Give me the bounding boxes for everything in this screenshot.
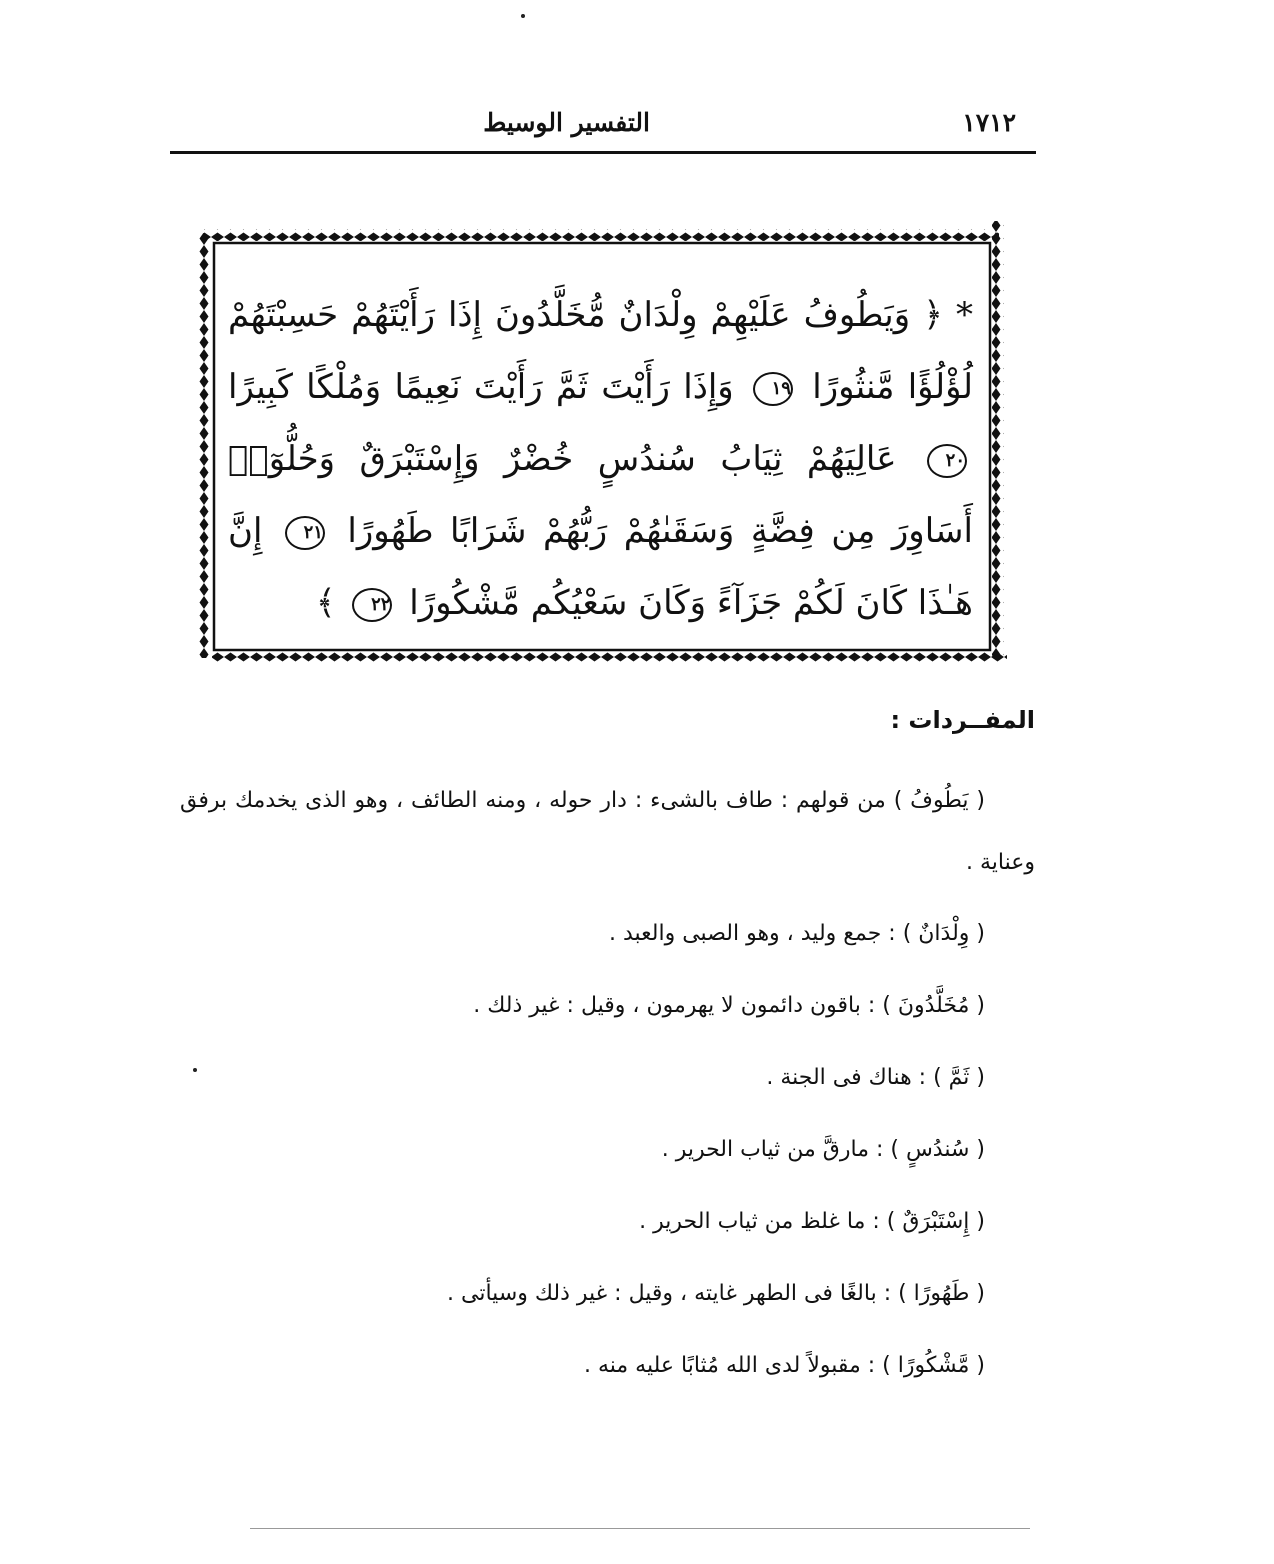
- verse-segment: عَالِيَهُمْ ثِيَابُ سُندُسٍ خُضْرٌ وَإِسْتَبْرَقٌ وَحُلُّوٓا۟ أَسَاوِرَ مِن فِضَّةٍ وَسَقَىٰهُمْ رَبُّهُمْ شَرَابًا طَهُورًا: [228, 439, 973, 551]
- verse-frame: [198, 219, 1009, 668]
- verse-number-marker: ٢١: [285, 516, 325, 550]
- header-rule: [170, 151, 1036, 154]
- verse-segment: وَإِذَا رَأَيْتَ ثَمَّ رَأَيْتَ نَعِيمًا وَمُلْكًا كَبِيرًا: [228, 367, 734, 407]
- page-number: ١٧١٢: [962, 108, 1016, 137]
- verse-segment: ﴾: [315, 583, 336, 623]
- vocabulary-entry: ( إِسْتَبْرَقٌ ) : ما غلظ من ثياب الحرير .: [639, 1209, 985, 1234]
- section-heading: المفــردات :: [890, 706, 1035, 734]
- vocabulary-entry: ( وِلْدَانٌ ) : جمع وليد ، وهو الصبى والعبد .: [609, 921, 985, 946]
- quran-verse-text: [228, 279, 973, 639]
- page-header: [170, 108, 1036, 150]
- vocabulary-entry: ( طَهُورًا ) : بالغًا فى الطهر غايته ، وقيل : غير ذلك وسيأتى .: [447, 1281, 985, 1306]
- verse-number-marker: ٢٢: [352, 588, 392, 622]
- verse-number-marker: ١٩: [753, 372, 793, 406]
- book-title: التفسير الوسيط: [483, 108, 650, 137]
- verse-segment: إِنَّ هَـٰذَا كَانَ لَكُمْ جَزَآءً وَكَانَ سَعْيُكُم مَّشْكُورًا: [228, 511, 973, 623]
- footer-rule: [250, 1528, 1030, 1529]
- vocabulary-entry: ( ثَمَّ ) : هناك فى الجنة .: [766, 1065, 985, 1090]
- vocabulary-section: [180, 706, 1035, 1408]
- verse-number-marker: ٢٠: [927, 444, 967, 478]
- vocabulary-entry: ( مُخَلَّدُونَ ) : باقون دائمون لا يهرمون ، وقيل : غير ذلك .: [473, 993, 985, 1018]
- vocabulary-entry: ( يَطُوفُ ) من قولهم : طاف بالشىء : دار حوله ، ومنه الطائف ، وهو الذى يخدمك برفق وعناية .: [180, 788, 1035, 875]
- vocabulary-entry: ( سُندُسٍ ) : مارقَّ من ثياب الحرير .: [661, 1137, 985, 1162]
- scan-speck: [521, 14, 525, 18]
- verse-segment: * ﴿ وَيَطُوفُ عَلَيْهِمْ وِلْدَانٌ مُّخَلَّدُونَ إِذَا رَأَيْتَهُمْ حَسِبْتَهُمْ لُؤْلُؤًا مَّنثُورًا: [228, 295, 973, 407]
- vocabulary-entry: ( مَّشْكُورًا ) : مقبولاً لدى الله مُثابًا عليه منه .: [583, 1353, 985, 1378]
